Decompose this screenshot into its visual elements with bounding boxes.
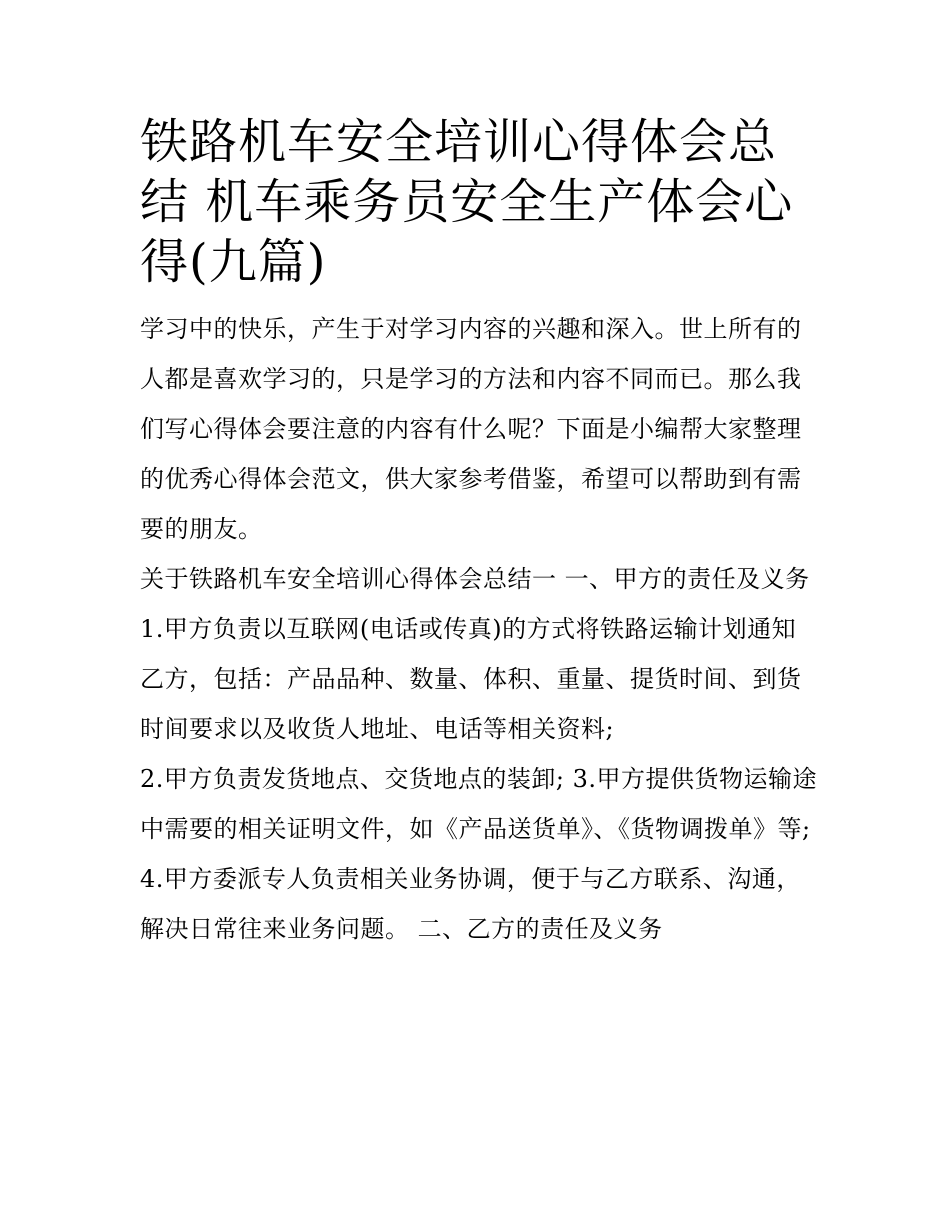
clause-paragraph-1: 1.甲方负责以互联网(电话或传真)的方式将铁路运输计划通知乙方，包括：产品品种、数量、体积、重量、提货时间、到货时间要求以及收货人地址、电话等相关资料;: [140, 615, 802, 743]
intro-paragraph: 学习中的快乐，产生于对学习内容的兴趣和深入。世上所有的人都是喜欢学习的，只是学习的方法和内容不同而已。那么我们写心得体会要注意的内容有什么呢？下面是小编帮大家整理的优秀心得体会范文，供大家参考借鉴，希望可以帮助到有需要的朋友。: [140, 315, 802, 543]
document-title: 铁路机车安全培训心得体会总结 机车乘务员安全生产体会心得(九篇): [140, 114, 794, 290]
clause-paragraph-4: 4.甲方委派专人负责相关业务协调，便于与乙方联系、沟通，解决日常往来业务问题。 二、乙方的责任及义务: [140, 865, 801, 943]
document-body: [140, 112, 820, 954]
section-heading-paragraph: 关于铁路机车安全培训心得体会总结一 一、甲方的责任及义务: [140, 565, 810, 593]
clause-paragraph-2-3: 2.甲方负责发货地点、交货地点的装卸; 3.甲方提供货物运输途中需要的相关证明文件，如《产品送货单》、《货物调拨单》等;: [140, 765, 818, 843]
